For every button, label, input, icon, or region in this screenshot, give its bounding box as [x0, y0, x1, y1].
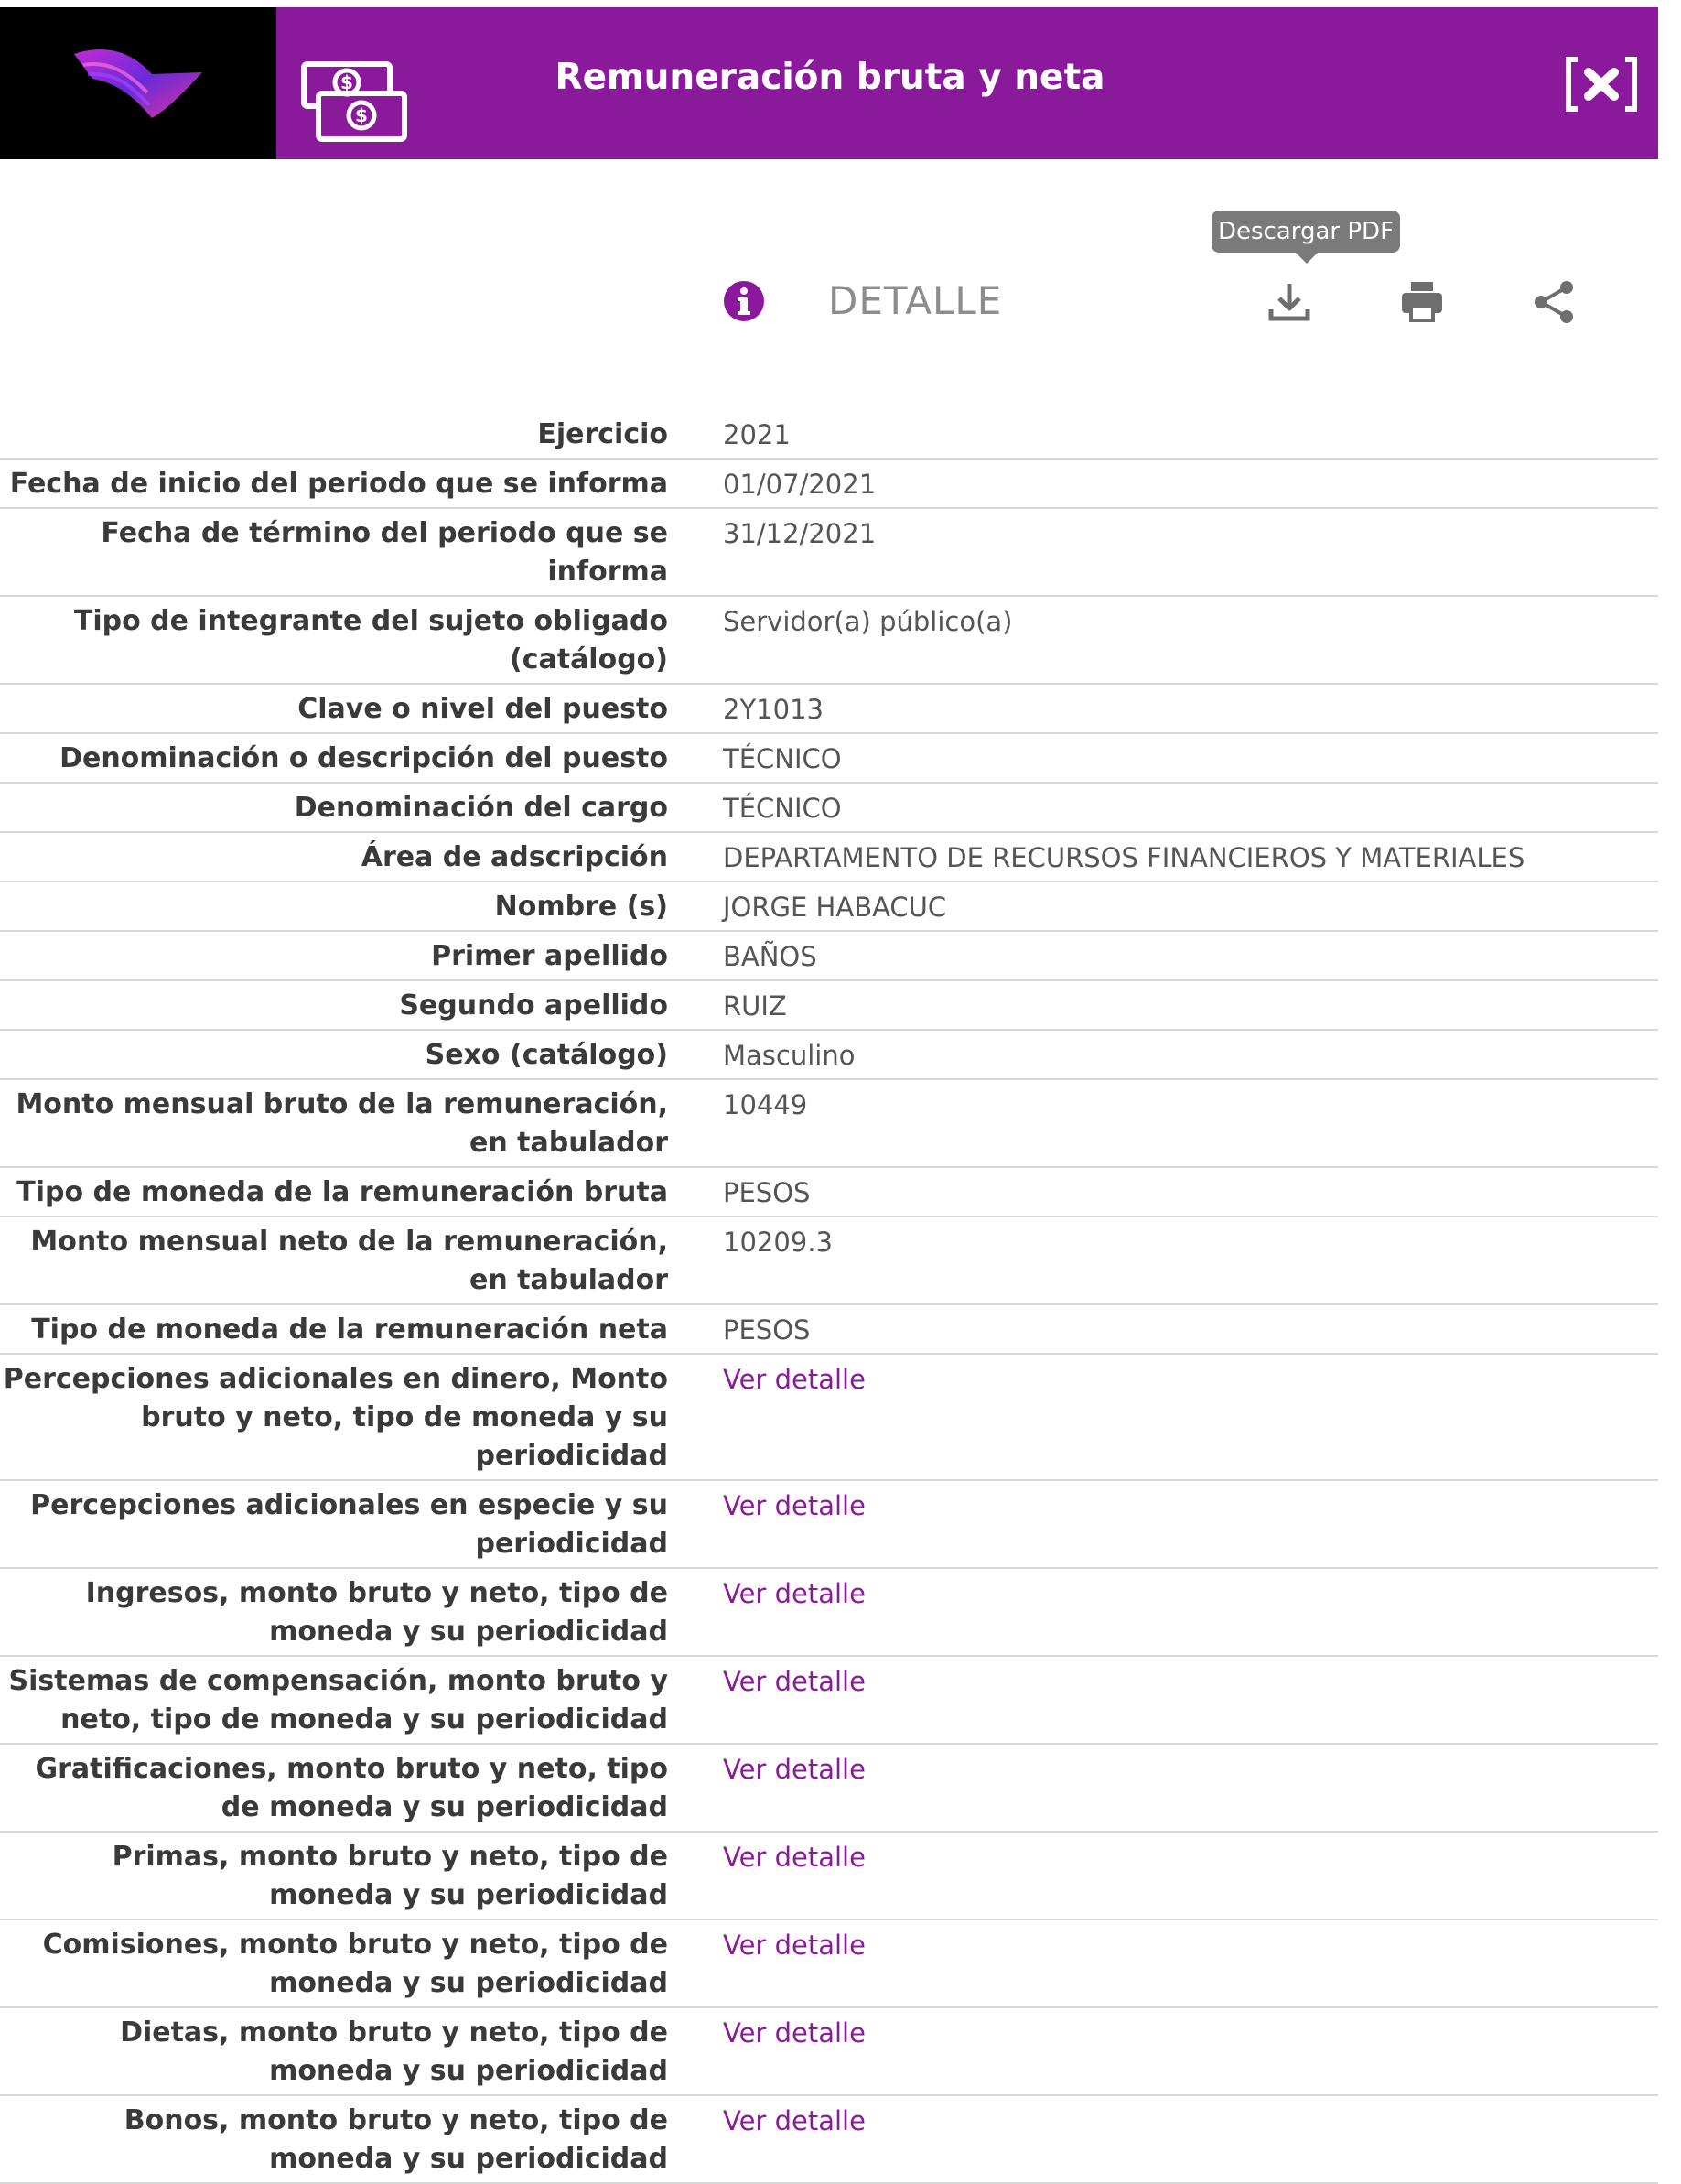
- field-value: RUIZ: [723, 990, 787, 1022]
- modal-title: Remuneración bruta y neta: [555, 57, 1105, 98]
- field-value: DEPARTAMENTO DE RECURSOS FINANCIEROS Y MATERIALES: [723, 842, 1525, 873]
- field-label: Sexo (catálogo): [425, 1039, 668, 1071]
- field-value: 2Y1013: [723, 694, 824, 725]
- field-value: 31/12/2021: [723, 518, 877, 549]
- table-row: [0, 1305, 1658, 1355]
- field-value: Masculino: [723, 1040, 856, 1071]
- field-value: TÉCNICO: [723, 743, 842, 774]
- detail-table: [0, 410, 1658, 2184]
- field-label: Fecha de inicio del periodo que se informa: [9, 468, 668, 500]
- field-label: Denominación del cargo: [294, 792, 668, 824]
- close-icon: [1565, 56, 1638, 113]
- field-label: Primer apellido: [431, 940, 668, 972]
- table-row: [0, 784, 1658, 833]
- field-value: 2021: [723, 419, 791, 450]
- field-label: Segundo apellido: [399, 989, 668, 1022]
- table-row: [0, 460, 1658, 509]
- field-value: TÉCNICO: [723, 793, 842, 824]
- close-button[interactable]: [1565, 56, 1638, 113]
- share-icon[interactable]: [1530, 278, 1578, 326]
- field-value: 10449: [723, 1089, 808, 1120]
- field-label: Percepciones adicionales en especie y su periodicidad: [30, 1489, 668, 1560]
- field-value: 10209.3: [723, 1227, 833, 1258]
- field-label: Dietas, monto bruto y neto, tipo de moneda y su periodicidad: [120, 2016, 668, 2087]
- download-icon[interactable]: [1266, 278, 1313, 326]
- table-row: [0, 1657, 1658, 1745]
- svg-text:$: $: [340, 71, 353, 93]
- ver-detalle-link[interactable]: Ver detalle: [723, 1754, 866, 1785]
- ver-detalle-link[interactable]: Ver detalle: [723, 2017, 866, 2049]
- detail-heading: DETALLE: [828, 278, 1003, 323]
- field-label: Bonos, monto bruto y neto, tipo de moneda y su periodicidad: [124, 2104, 668, 2175]
- table-row: [0, 685, 1658, 734]
- field-label: Tipo de moneda de la remuneración neta: [31, 1314, 668, 1346]
- field-label: Primas, monto bruto y neto, tipo de moneda y su periodicidad: [112, 1841, 668, 1911]
- field-label: Fecha de término del periodo que se informa: [101, 517, 668, 588]
- table-row: [0, 734, 1658, 784]
- ver-detalle-link[interactable]: Ver detalle: [723, 1666, 866, 1697]
- download-tooltip: Descargar PDF: [1212, 211, 1400, 253]
- table-row: [0, 410, 1658, 460]
- field-value: BAÑOS: [723, 941, 817, 972]
- table-row: [0, 509, 1658, 597]
- print-icon[interactable]: [1398, 278, 1446, 326]
- svg-text:$: $: [355, 104, 368, 126]
- field-label: Percepciones adicionales en dinero, Monto bruto y neto, tipo de moneda y su periodicidad: [3, 1363, 668, 1472]
- field-value: 01/07/2021: [723, 469, 877, 500]
- detail-toolbar: [0, 211, 1658, 357]
- ver-detalle-link[interactable]: Ver detalle: [723, 1578, 866, 1609]
- table-row: [0, 981, 1658, 1031]
- field-label: Ingresos, monto bruto y neto, tipo de moneda y su periodicidad: [85, 1577, 668, 1648]
- ver-detalle-link[interactable]: Ver detalle: [723, 1842, 866, 1873]
- table-row: [0, 1168, 1658, 1217]
- field-value: JORGE HABACUC: [723, 892, 947, 923]
- table-row: [0, 1355, 1658, 1481]
- table-row: [0, 1569, 1658, 1657]
- field-label: Nombre (s): [494, 891, 668, 923]
- info-icon[interactable]: [723, 280, 765, 322]
- field-value: PESOS: [723, 1314, 811, 1346]
- modal-header: [0, 7, 1658, 159]
- field-value: PESOS: [723, 1177, 811, 1208]
- field-label: Ejercicio: [537, 418, 668, 450]
- field-label: Clave o nivel del puesto: [297, 693, 668, 725]
- table-row: [0, 1031, 1658, 1080]
- field-label: Tipo de moneda de la remuneración bruta: [16, 1176, 668, 1208]
- field-value: Servidor(a) público(a): [723, 606, 1013, 637]
- field-label: Tipo de integrante del sujeto obligado (catálogo): [73, 605, 668, 676]
- ver-detalle-link[interactable]: Ver detalle: [723, 1490, 866, 1521]
- table-row: [0, 2096, 1658, 2184]
- table-row: [0, 833, 1658, 882]
- table-row: [0, 597, 1658, 685]
- table-row: [0, 932, 1658, 981]
- ver-detalle-link[interactable]: Ver detalle: [723, 1930, 866, 1961]
- field-label: Monto mensual bruto de la remuneración, en tabulador: [16, 1088, 668, 1159]
- table-row: [0, 1080, 1658, 1168]
- table-row: [0, 1481, 1658, 1569]
- field-label: Gratificaciones, monto bruto y neto, tipo de moneda y su periodicidad: [35, 1753, 668, 1823]
- field-label: Comisiones, monto bruto y neto, tipo de moneda y su periodicidad: [42, 1929, 668, 1999]
- field-label: Monto mensual neto de la remuneración, en tabulador: [30, 1226, 668, 1296]
- field-label: Área de adscripción: [361, 841, 668, 873]
- table-row: [0, 1217, 1658, 1305]
- table-row: [0, 1833, 1658, 1920]
- field-label: Denominación o descripción del puesto: [59, 742, 668, 774]
- ver-detalle-link[interactable]: Ver detalle: [723, 2105, 866, 2136]
- ver-detalle-link[interactable]: Ver detalle: [723, 1364, 866, 1395]
- table-row: [0, 1745, 1658, 1833]
- table-row: [0, 882, 1658, 932]
- field-label: Sistemas de compensación, monto bruto y neto, tipo de moneda y su periodicidad: [8, 1665, 668, 1735]
- table-row: [0, 1920, 1658, 2008]
- table-row: [0, 2008, 1658, 2096]
